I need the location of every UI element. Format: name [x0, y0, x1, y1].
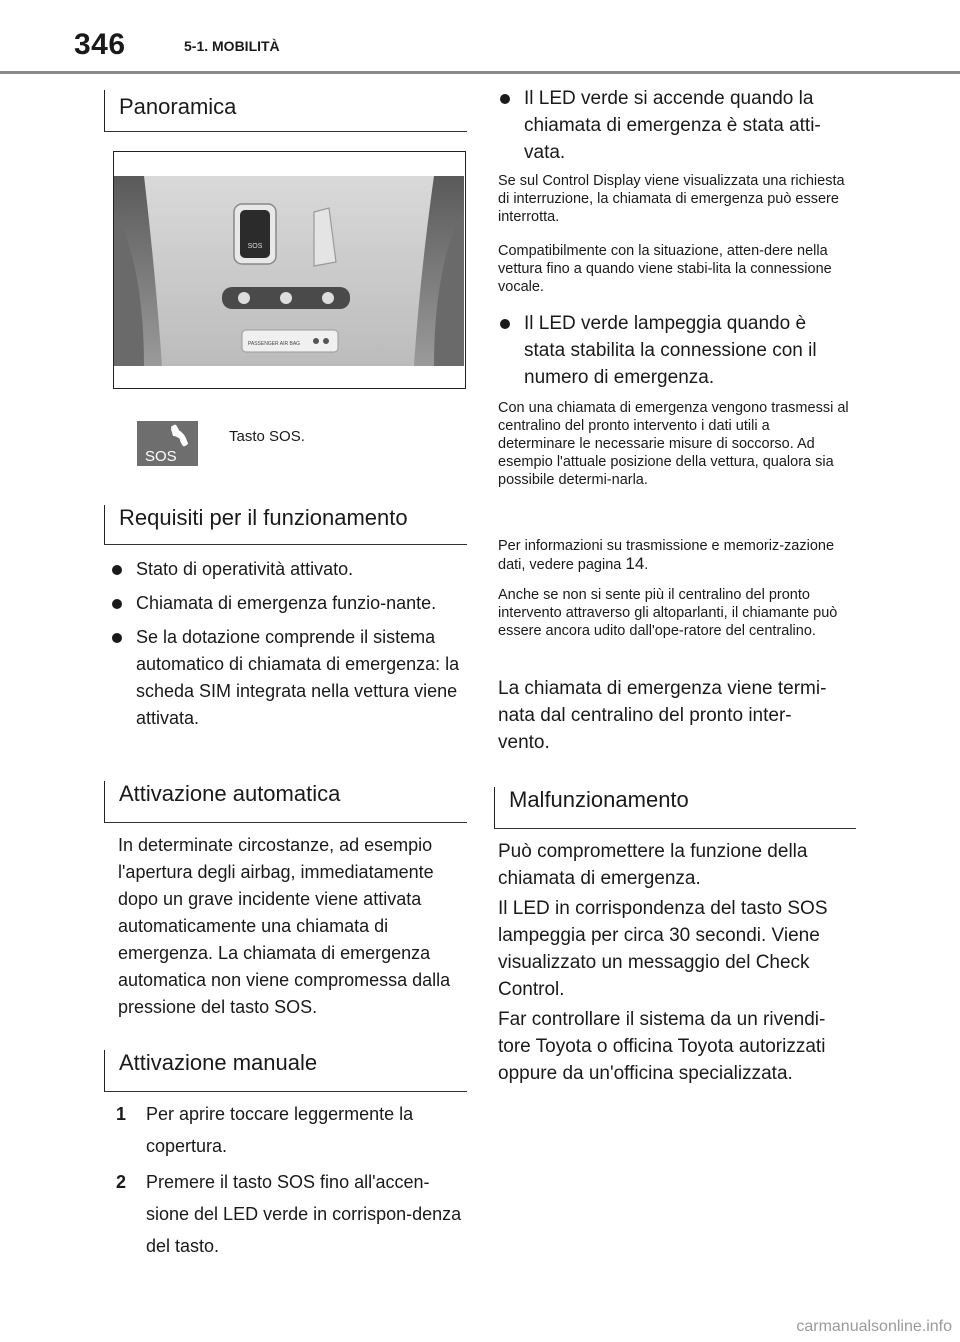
list-item: Il LED verde lampeggia quando è stata stabilita la connessione con il numero di emergenza.	[498, 310, 843, 391]
section-heading-attivazione-automatica: Attivazione automatica	[104, 781, 467, 823]
note-operator: Anche se non si sente più il centralino del pronto intervento attraverso gli altoparlanti, il chiamante può essere ancora udito dall'ope-ratore del centralino.	[498, 587, 838, 639]
sos-console-figure	[113, 151, 466, 389]
note-wait: Compatibilmente con la situazione, atten-dere nella vettura fino a quando viene stabi-lita la connessione vocale.	[498, 243, 832, 295]
sos-button-label: SOS	[247, 243, 263, 250]
legend-text: Tasto SOS.	[229, 428, 305, 445]
sos-button	[240, 210, 270, 258]
step-number: 2	[116, 1172, 127, 1192]
step-2	[116, 1166, 466, 1262]
led-blink-bullet	[498, 310, 843, 391]
light-center-button	[280, 292, 292, 304]
list-item: Chiamata di emergenza funzio-nante.	[110, 590, 462, 617]
sos-button-icon	[137, 421, 198, 466]
note-data-reference	[498, 537, 850, 574]
step-number: 1	[116, 1104, 127, 1124]
section-heading-attivazione-manuale: Attivazione manuale	[104, 1050, 467, 1092]
step-text: Premere il tasto SOS fino all'accen-sione del LED verde in corrispon-denza del tasto.	[146, 1172, 462, 1256]
overhead-console-illustration	[114, 152, 464, 387]
attivazione-automatica-text: In determinate circostanze, ad esempio l'apertura degli airbag, immediatamente dopo un grave incidente viene attivata automaticamente una chiamata di emergenza. La chiamata di emergenza automatica non viene compromessa dalla pressione del tasto SOS.	[118, 835, 451, 1017]
chapter-title: 5-1. MOBILITÀ	[184, 38, 280, 54]
note-data-reference-end: .	[644, 557, 649, 573]
page-number: 346	[74, 28, 126, 61]
step-text: Per aprire toccare leggermente la copertura.	[146, 1104, 414, 1156]
malfunction-text-2: Il LED in corrispondenza del tasto SOS lampeggia per circa 30 secondi. Viene visualizzato un messaggio del Check Control.	[498, 898, 828, 1000]
sos-icon-text: SOS	[145, 448, 177, 465]
requisiti-list	[110, 556, 462, 739]
section-heading-malfunzionamento: Malfunzionamento	[494, 787, 856, 829]
light-right-button	[322, 292, 334, 304]
step-1	[116, 1098, 466, 1162]
light-left-button	[238, 292, 250, 304]
malfunction-text-3: Far controllare il sistema da un rivendi-tore Toyota o officina Toyota autorizzati oppure da un'officina specializzata.	[498, 1009, 826, 1084]
list-item: Stato di operatività attivato.	[110, 556, 462, 583]
header-rule	[0, 71, 960, 74]
list-item: Se la dotazione comprende il sistema automatico di chiamata di emergenza: la scheda SIM integrata nella vettura viene attivata.	[110, 624, 462, 732]
led-on-bullet	[498, 85, 843, 166]
airbag-status-text: PASSENGER AIR BAG	[247, 341, 301, 347]
page-reference-link[interactable]: 14	[625, 554, 645, 573]
watermark: carmanualsonline.info	[796, 1318, 952, 1335]
end-call-text: La chiamata di emergenza viene termi-nata dal centralino del pronto inter-vento.	[498, 678, 827, 753]
section-heading-panoramica: Panoramica	[104, 90, 467, 132]
malfunction-text-1: Può compromettere la funzione della chiamata di emergenza.	[498, 841, 808, 889]
section-heading-requisiti: Requisiti per il funzionamento	[104, 505, 467, 545]
list-item: Il LED verde si accende quando la chiamata di emergenza è stata atti-vata.	[498, 85, 843, 166]
airbag-indicator-1	[313, 338, 319, 344]
note-interrupt: Se sul Control Display viene visualizzata una richiesta di interruzione, la chiamata di emergenza può essere interrotta.	[498, 173, 845, 225]
airbag-indicator-2	[323, 338, 329, 344]
note-data-reference-text: Per informazioni su trasmissione e memoriz-zazione dati, vedere pagina	[498, 538, 835, 573]
note-data-transmitted: Con una chiamata di emergenza vengono trasmessi al centralino del pronto intervento i dati utili a determinare le necessarie misure di soccorso. Ad esempio l'attuale posizione della vettura, qualora sia possibile determi-narla.	[498, 400, 849, 488]
